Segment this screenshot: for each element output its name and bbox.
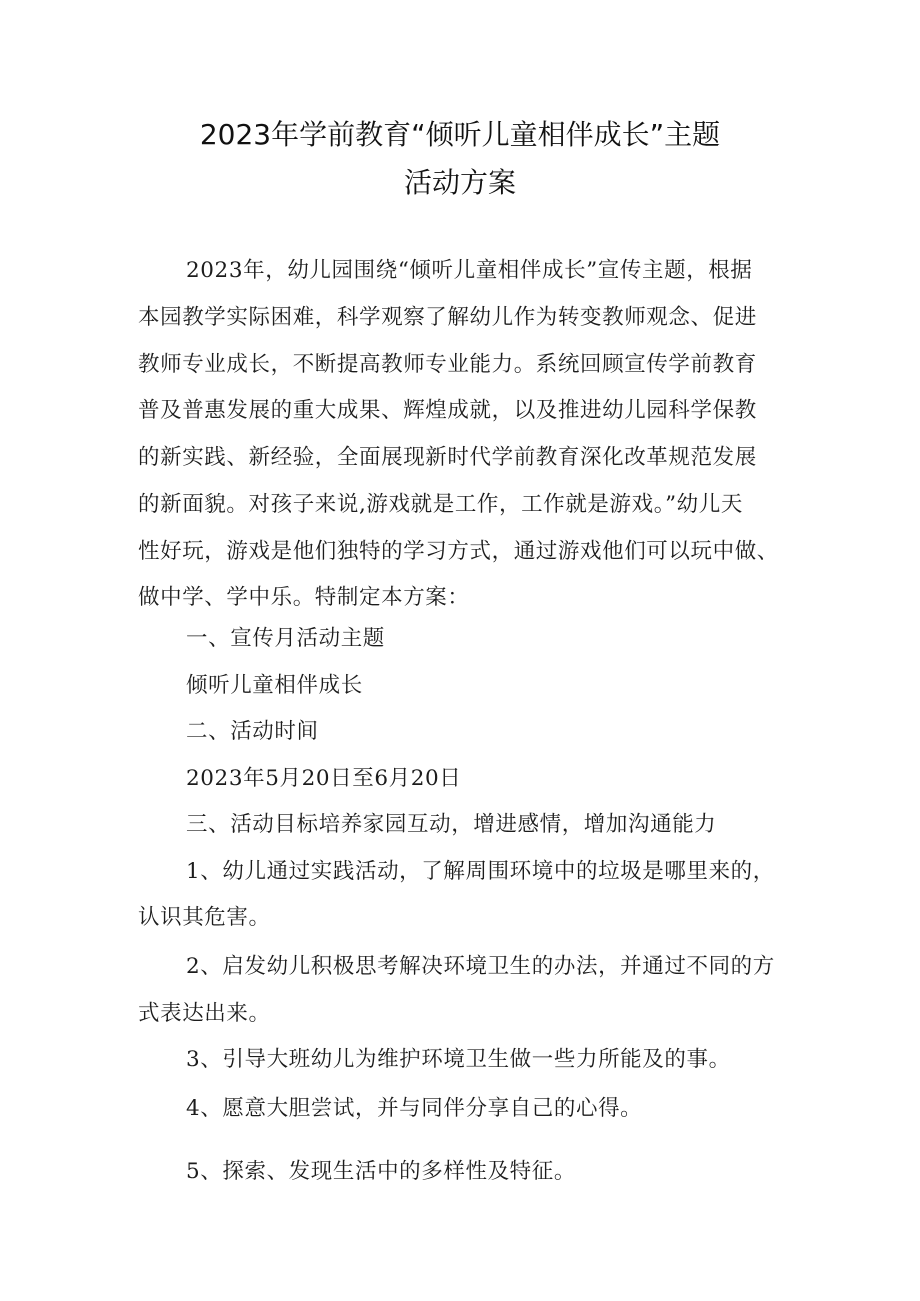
goal-2-line1: 2、启发幼儿积极思考解决环境卫生的办法，并通过不同的方 (186, 954, 775, 979)
intro-line: 的新面貌。对孩子来说,游戏就是工作，工作就是游戏。”幼儿天 (138, 492, 743, 517)
intro-line: 普及普惠发展的重大成果、辉煌成就，以及推进幼儿园科学保教 (138, 398, 757, 423)
section1-heading: 一、宣传月活动主题 (186, 626, 385, 651)
section2-heading: 二、活动时间 (186, 719, 319, 744)
document-title-line2: 活动方案 (403, 166, 516, 199)
goal-3: 3、引导大班幼儿为维护环境卫生做一些力所能及的事。 (186, 1047, 731, 1072)
intro-line: 教师专业成长，不断提高教师专业能力。系统回顾宣传学前教育 (138, 352, 757, 377)
goal-2-line2: 式表达出来。 (138, 1001, 271, 1026)
section2-content: 2023年5月20日至6月20日 (186, 766, 462, 791)
goal-1-line2: 认识其危害。 (138, 905, 271, 930)
document-title-line1: 2023年学前教育“倾听儿童相伴成长”主题 (199, 118, 721, 151)
intro-line: 做中学、学中乐。特制定本方案： (138, 585, 470, 610)
goal-1-line1: 1、幼儿通过实践活动，了解周围环境中的垃圾是哪里来的， (186, 859, 775, 884)
intro-line: 本园教学实际困难，科学观察了解幼儿作为转变教师观念、促进 (138, 305, 757, 330)
section1-content: 倾听儿童相伴成长 (186, 673, 363, 698)
intro-line: 性好玩，游戏是他们独特的学习方式，通过游戏他们可以玩中做、 (138, 539, 779, 564)
intro-line: 2023年，幼儿园围绕“倾听儿童相伴成长”宣传主题，根据 (186, 258, 753, 283)
section3-heading: 三、活动目标培养家园互动，增进感情，增加沟通能力 (186, 812, 717, 837)
goal-5: 5、探索、发现生活中的多样性及特征。 (186, 1159, 576, 1184)
intro-line: 的新实践、新经验，全面展现新时代学前教育深化改革规范发展 (138, 445, 757, 470)
goal-4: 4、愿意大胆尝试，并与同伴分享自己的心得。 (186, 1096, 643, 1121)
